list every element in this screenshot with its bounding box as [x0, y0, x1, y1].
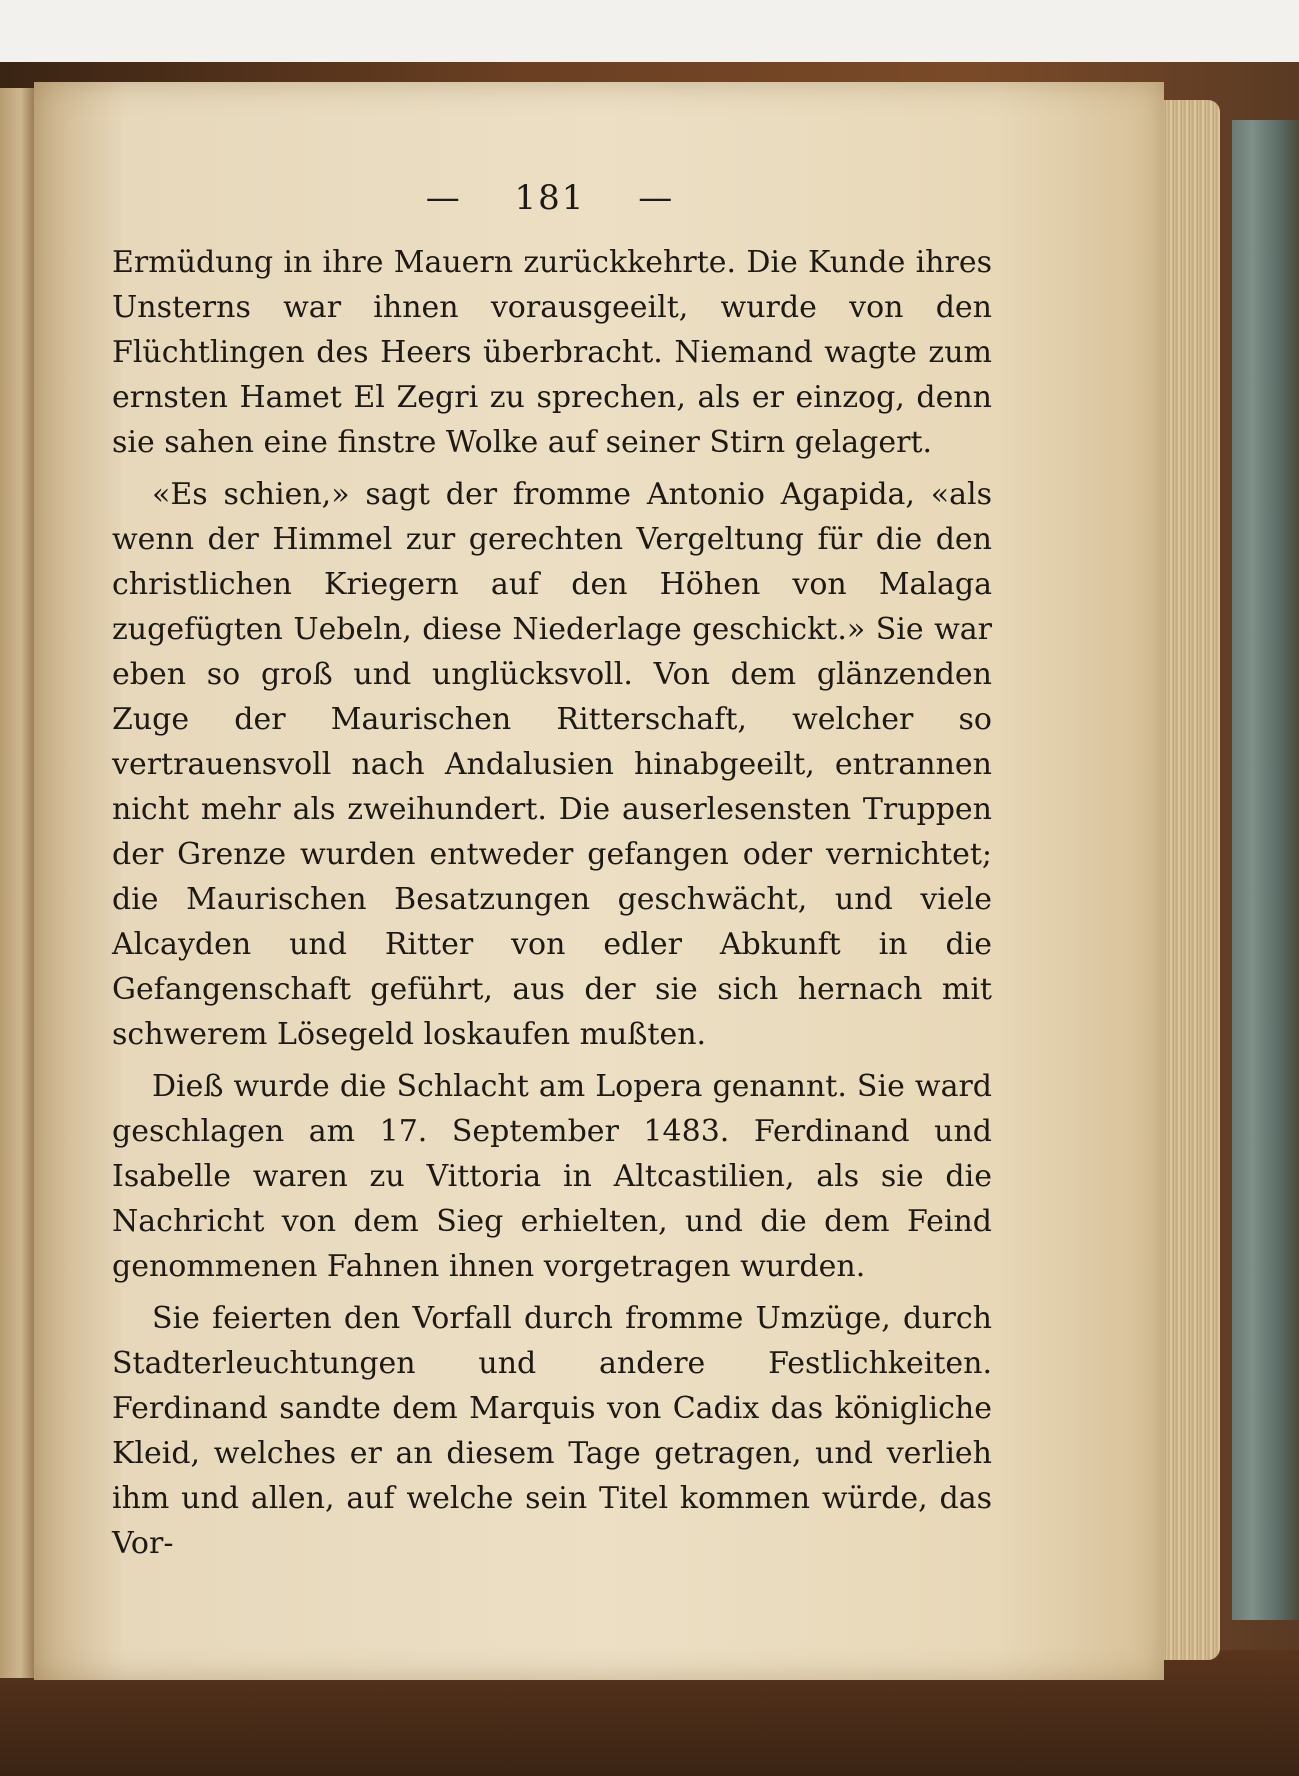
paragraph: «Es schien,» sagt der fromme Antonio Agapida, «als wenn der Himmel zur gerechten Vergeltung für die den christlichen Kriegern auf den Höhen von Malaga zugefügten Uebeln, diese Niederlage geschickt.» Sie war eben so groß und unglücksvoll. Von dem glänzenden Zuge der Maurischen Ritterschaft, welcher so vertrauensvoll nach Andalusien hinabgeeilt, entrannen nicht mehr als zweihundert. Die auserlesensten Truppen der Grenze wurden entweder gefangen oder vernichtet; die Maurischen Besatzungen geschwächt, und viele Alcayden und Ritter von edler Abkunft in die Gefangenschaft geführt, aus der sie sich hernach mit schwerem Lösegeld loskaufen mußten. [112, 477, 992, 1052]
paragraph: Sie feierten den Vorfall durch fromme Umzüge, durch Stadterleuchtungen und andere Festlichkeiten. Ferdinand sandte dem Marquis von Cadix das königliche Kleid, welches er an diesem Tage getragen, und verlieh ihm und allen, auf welche sein Titel kommen würde, das Vor- [112, 1301, 992, 1561]
header-dash-right: — [638, 178, 675, 218]
page-number: 181 [514, 178, 586, 218]
photo-background [0, 0, 1299, 62]
paragraph: Dieß wurde die Schlacht am Lopera genannt. Sie ward geschlagen am 17. September 1483. Ferdinand und Isabelle waren zu Vittoria in Altcastilien, als sie die Nachricht von dem Sieg erhielten, und die dem Feind genommenen Fahnen ihnen vorgetragen wurden. [112, 1069, 992, 1284]
cover-cloth-edge [1232, 120, 1299, 1620]
body-text [112, 240, 992, 1573]
header-dash-left: — [425, 178, 462, 218]
paragraph: Ermüdung in ihre Mauern zurückkehrte. Die Kunde ihres Unsterns war ihnen vorausgeeilt, wurde von den Flüchtlingen des Heers überbracht. Niemand wagte zum ernsten Hamet El Zegri zu sprechen, als er einzog, denn sie sahen eine finstre Wolke auf seiner Stirn gelagert. [112, 245, 992, 460]
page-header [400, 178, 700, 228]
left-page-edge [0, 88, 34, 1678]
